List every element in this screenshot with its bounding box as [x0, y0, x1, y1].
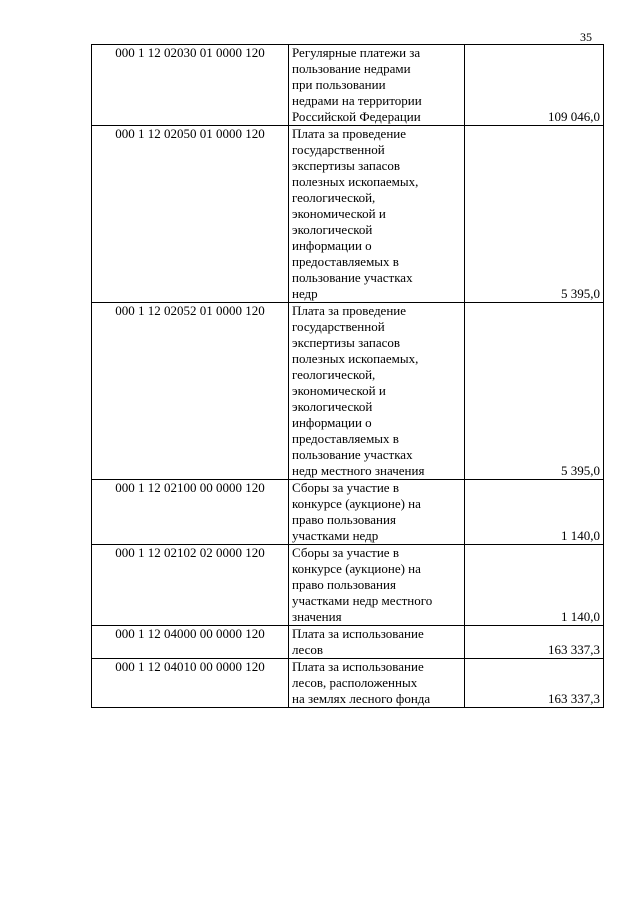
amount: 5 395,0 — [465, 126, 604, 303]
revenue-name: Плата за проведение государственной экспертизы запасов полезных ископаемых, геологической, экономической и экологической информации о предоставляемых в пользование участках недр — [289, 126, 465, 303]
table-row — [92, 45, 604, 126]
revenue-name: Сборы за участие в конкурсе (аукционе) на право пользования участками недр — [289, 480, 465, 545]
budget-table — [91, 44, 604, 708]
page-number: 35 — [580, 30, 592, 44]
table-row — [92, 126, 604, 303]
budget-code: 000 1 12 02100 00 0000 120 — [92, 480, 289, 545]
revenue-name: Плата за использование лесов, расположенных на землях лесного фонда — [289, 659, 465, 708]
budget-code: 000 1 12 02050 01 0000 120 — [92, 126, 289, 303]
budget-code: 000 1 12 04010 00 0000 120 — [92, 659, 289, 708]
budget-code: 000 1 12 02102 02 0000 120 — [92, 545, 289, 626]
revenue-name: Плата за проведение государственной экспертизы запасов полезных ископаемых, геологической, экономической и экологической информации о предоставляемых в пользование участках недр местного значения — [289, 303, 465, 480]
amount: 109 046,0 — [465, 45, 604, 126]
amount: 163 337,3 — [465, 659, 604, 708]
budget-code: 000 1 12 02052 01 0000 120 — [92, 303, 289, 480]
amount: 1 140,0 — [465, 545, 604, 626]
revenue-name: Сборы за участие в конкурсе (аукционе) на право пользования участками недр местного значения — [289, 545, 465, 626]
budget-code: 000 1 12 02030 01 0000 120 — [92, 45, 289, 126]
table-row — [92, 659, 604, 708]
table-row — [92, 480, 604, 545]
amount: 1 140,0 — [465, 480, 604, 545]
table-row — [92, 303, 604, 480]
revenue-name: Регулярные платежи за пользование недрами при пользовании недрами на территории Российской Федерации — [289, 45, 465, 126]
budget-code: 000 1 12 04000 00 0000 120 — [92, 626, 289, 659]
revenue-name: Плата за использование лесов — [289, 626, 465, 659]
amount: 5 395,0 — [465, 303, 604, 480]
table-row — [92, 626, 604, 659]
table-row — [92, 545, 604, 626]
amount: 163 337,3 — [465, 626, 604, 659]
